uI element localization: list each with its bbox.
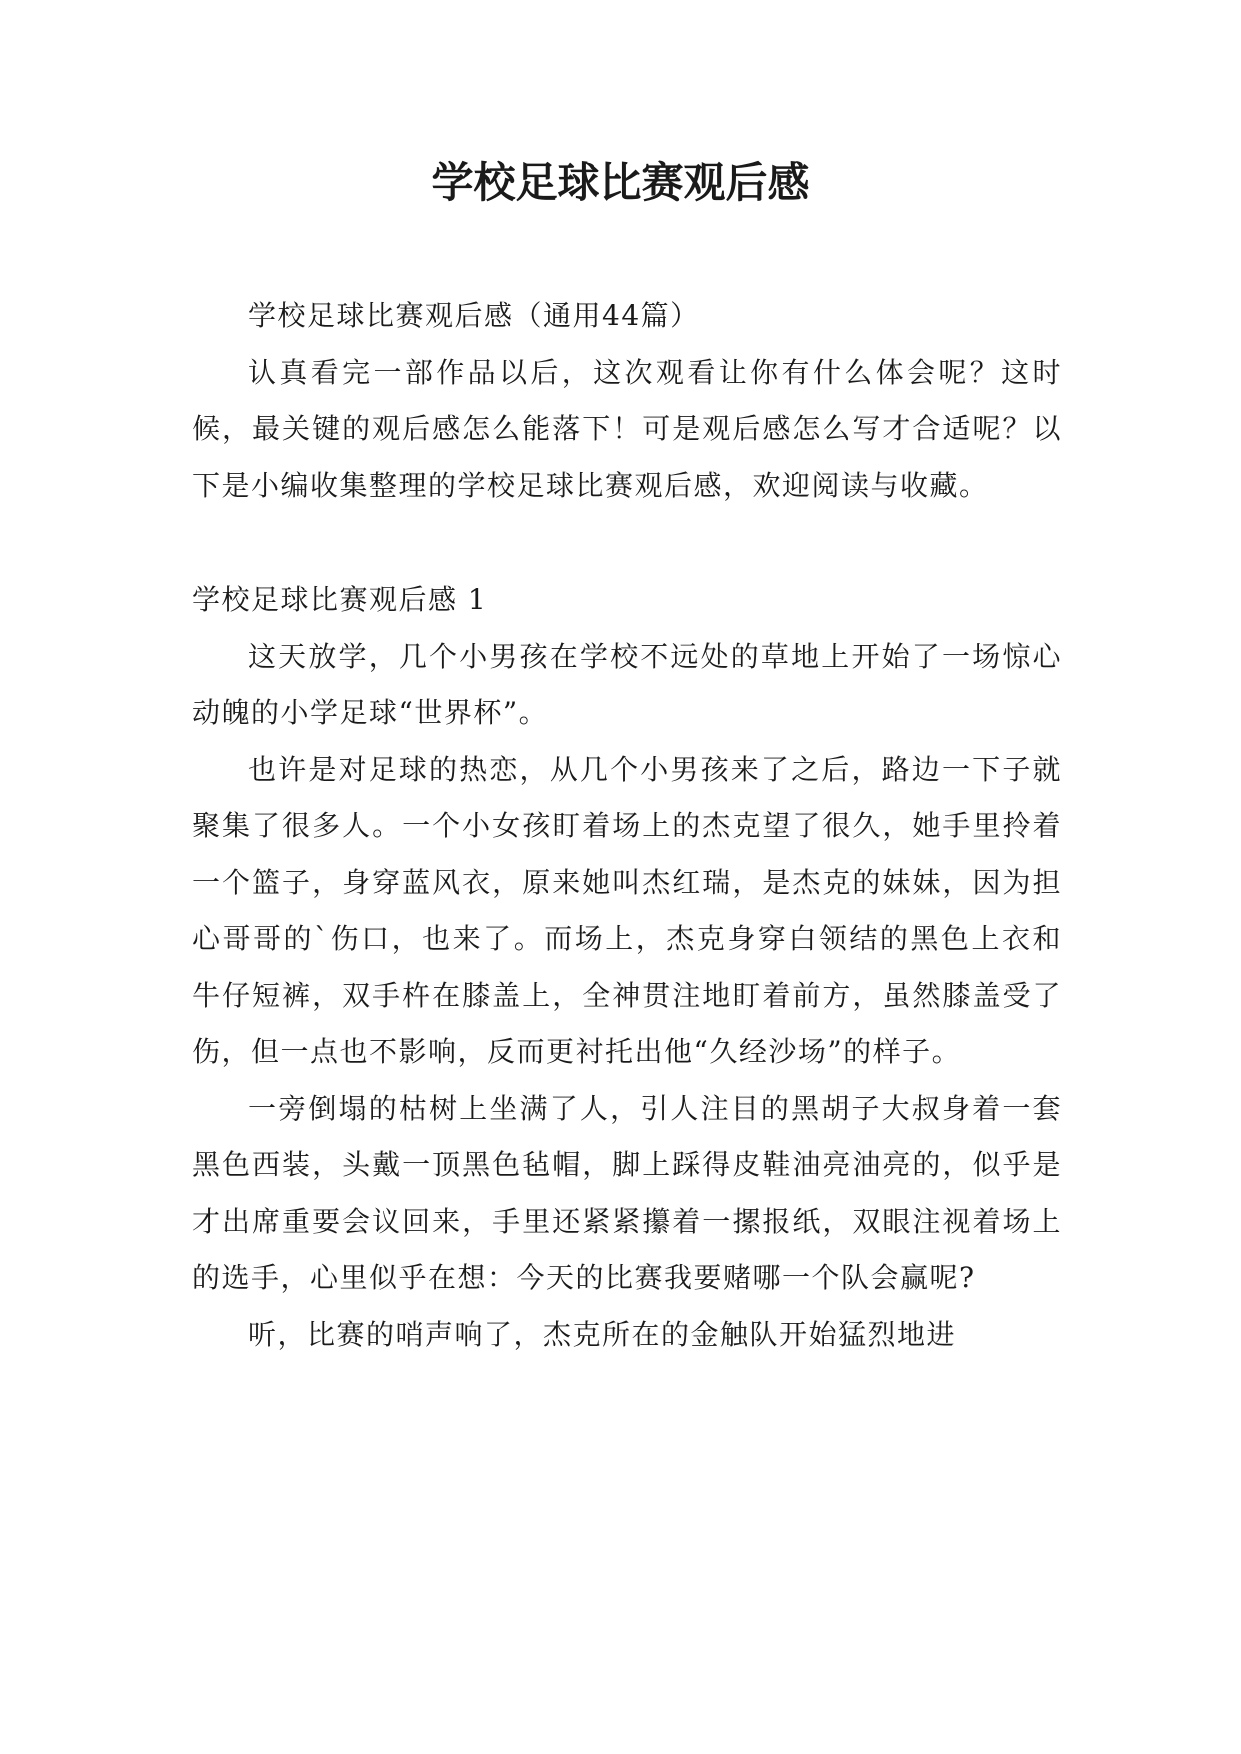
document-title: 学校足球比赛观后感 (431, 158, 810, 207)
body-paragraph: 这天放学，几个小男孩在学校不远处的草地上开始了一场惊心动魄的小学足球“世界杯”。 (192, 639, 1062, 729)
body-paragraph: 一旁倒塌的枯树上坐满了人，引人注目的黑胡子大叔身着一套黑色西装，头戴一顶黑色毡帽，脚上踩得皮鞋油亮油亮的，似乎是才出席重要会议回来，手里还紧紧攥着一摞报纸，双眼注视着场上的选手，心里似乎在想：今天的比赛我要赌哪一个队会赢呢? (192, 1091, 1062, 1294)
intro-paragraph: 认真看完一部作品以后，这次观看让你有什么体会呢？这时候，最关键的观后感怎么能落下！可是观后感怎么写才合适呢？以下是小编收集整理的学校足球比赛观后感，欢迎阅读与收藏。 (192, 355, 1062, 502)
body-paragraph: 也许是对足球的热恋，从几个小男孩来了之后，路边一下子就聚集了很多人。一个小女孩盯着场上的杰克望了很久，她手里拎着一个篮子，身穿蓝风衣，原来她叫杰红瑞，是杰克的妹妹，因为担心哥哥的`伤口，也来了。而场上，杰克身穿白领结的黑色上衣和牛仔短裤，双手杵在膝盖上，全神贯注地盯着前方，虽然膝盖受了伤，但一点也不影响，反而更衬托出他“久经沙场”的样子。 (192, 752, 1062, 1068)
body-paragraph: 听，比赛的哨声响了，杰克所在的金触队开始猛烈地进 (248, 1317, 957, 1351)
section-heading: 学校足球比赛观后感 1 (192, 583, 488, 616)
document-subtitle: 学校足球比赛观后感（通用44篇） (248, 299, 700, 332)
document-body (192, 288, 1062, 1363)
